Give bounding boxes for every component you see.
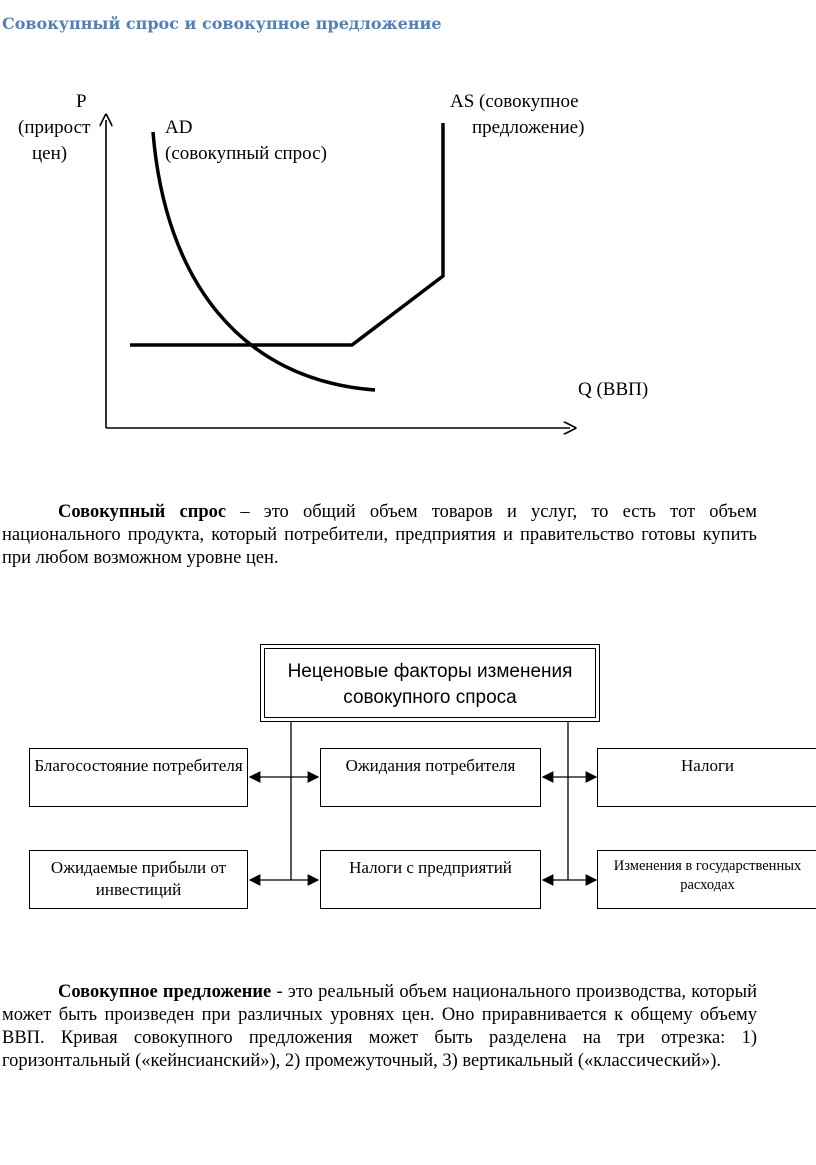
aggregate-supply-text: - это реальный объем национального производства, который может быть произведен при различных уровнях цен. Оно приравнивается к общему объему ВВП. Кривая совокупного предложения может быть разделена на три отрезка: 1) горизонтальный («кейнсианский»), 2) промежуточный, 3) вертикальный («классический»). — [2, 982, 758, 1071]
factor-business-taxes: Налоги с предприятий — [320, 850, 541, 909]
aggregate-supply-definition — [2, 981, 757, 1073]
y-axis-label-line2: (прирост — [18, 117, 91, 138]
ad-curve — [153, 132, 375, 390]
factor-expected-investment-profits: Ожидаемые прибыли от инвестиций — [29, 850, 248, 909]
non-price-factors-diagram — [0, 640, 816, 930]
aggregate-supply-term: Совокупное предложение — [58, 982, 272, 1002]
aggregate-demand-definition — [2, 501, 757, 570]
aggregate-demand-term: Совокупный спрос — [58, 502, 227, 522]
main-factor-box — [260, 644, 600, 722]
ad-label: AD — [165, 117, 193, 138]
main-factor-title: Неценовые факторы изменения совокупного спроса — [264, 648, 596, 718]
as-label: AS (совокупное — [450, 91, 579, 112]
factor-consumer-expectations: Ожидания потребителя — [320, 748, 541, 807]
aggregate-demand-text: – это общий объем товаров и услуг, то есть тот объем национального продукта, который потребители, предприятия и правительство готовы купить при любом возможном уровне цен. — [2, 502, 757, 568]
page-title: Совокупный спрос и совокупное предложение — [2, 14, 442, 33]
factor-government-spending: Изменения в государственных расходах — [597, 850, 816, 909]
as-label-desc: предложение) — [472, 117, 585, 138]
y-axis-label-p: P — [76, 91, 87, 112]
ad-label-desc: (совокупный спрос) — [165, 143, 327, 164]
factor-consumer-wealth: Благосостояние потребителя — [29, 748, 248, 807]
x-axis-label: Q (ВВП) — [578, 379, 649, 400]
factor-taxes: Налоги — [597, 748, 816, 807]
ad-as-chart — [0, 80, 700, 440]
y-axis-label-line3: цен) — [32, 143, 68, 164]
